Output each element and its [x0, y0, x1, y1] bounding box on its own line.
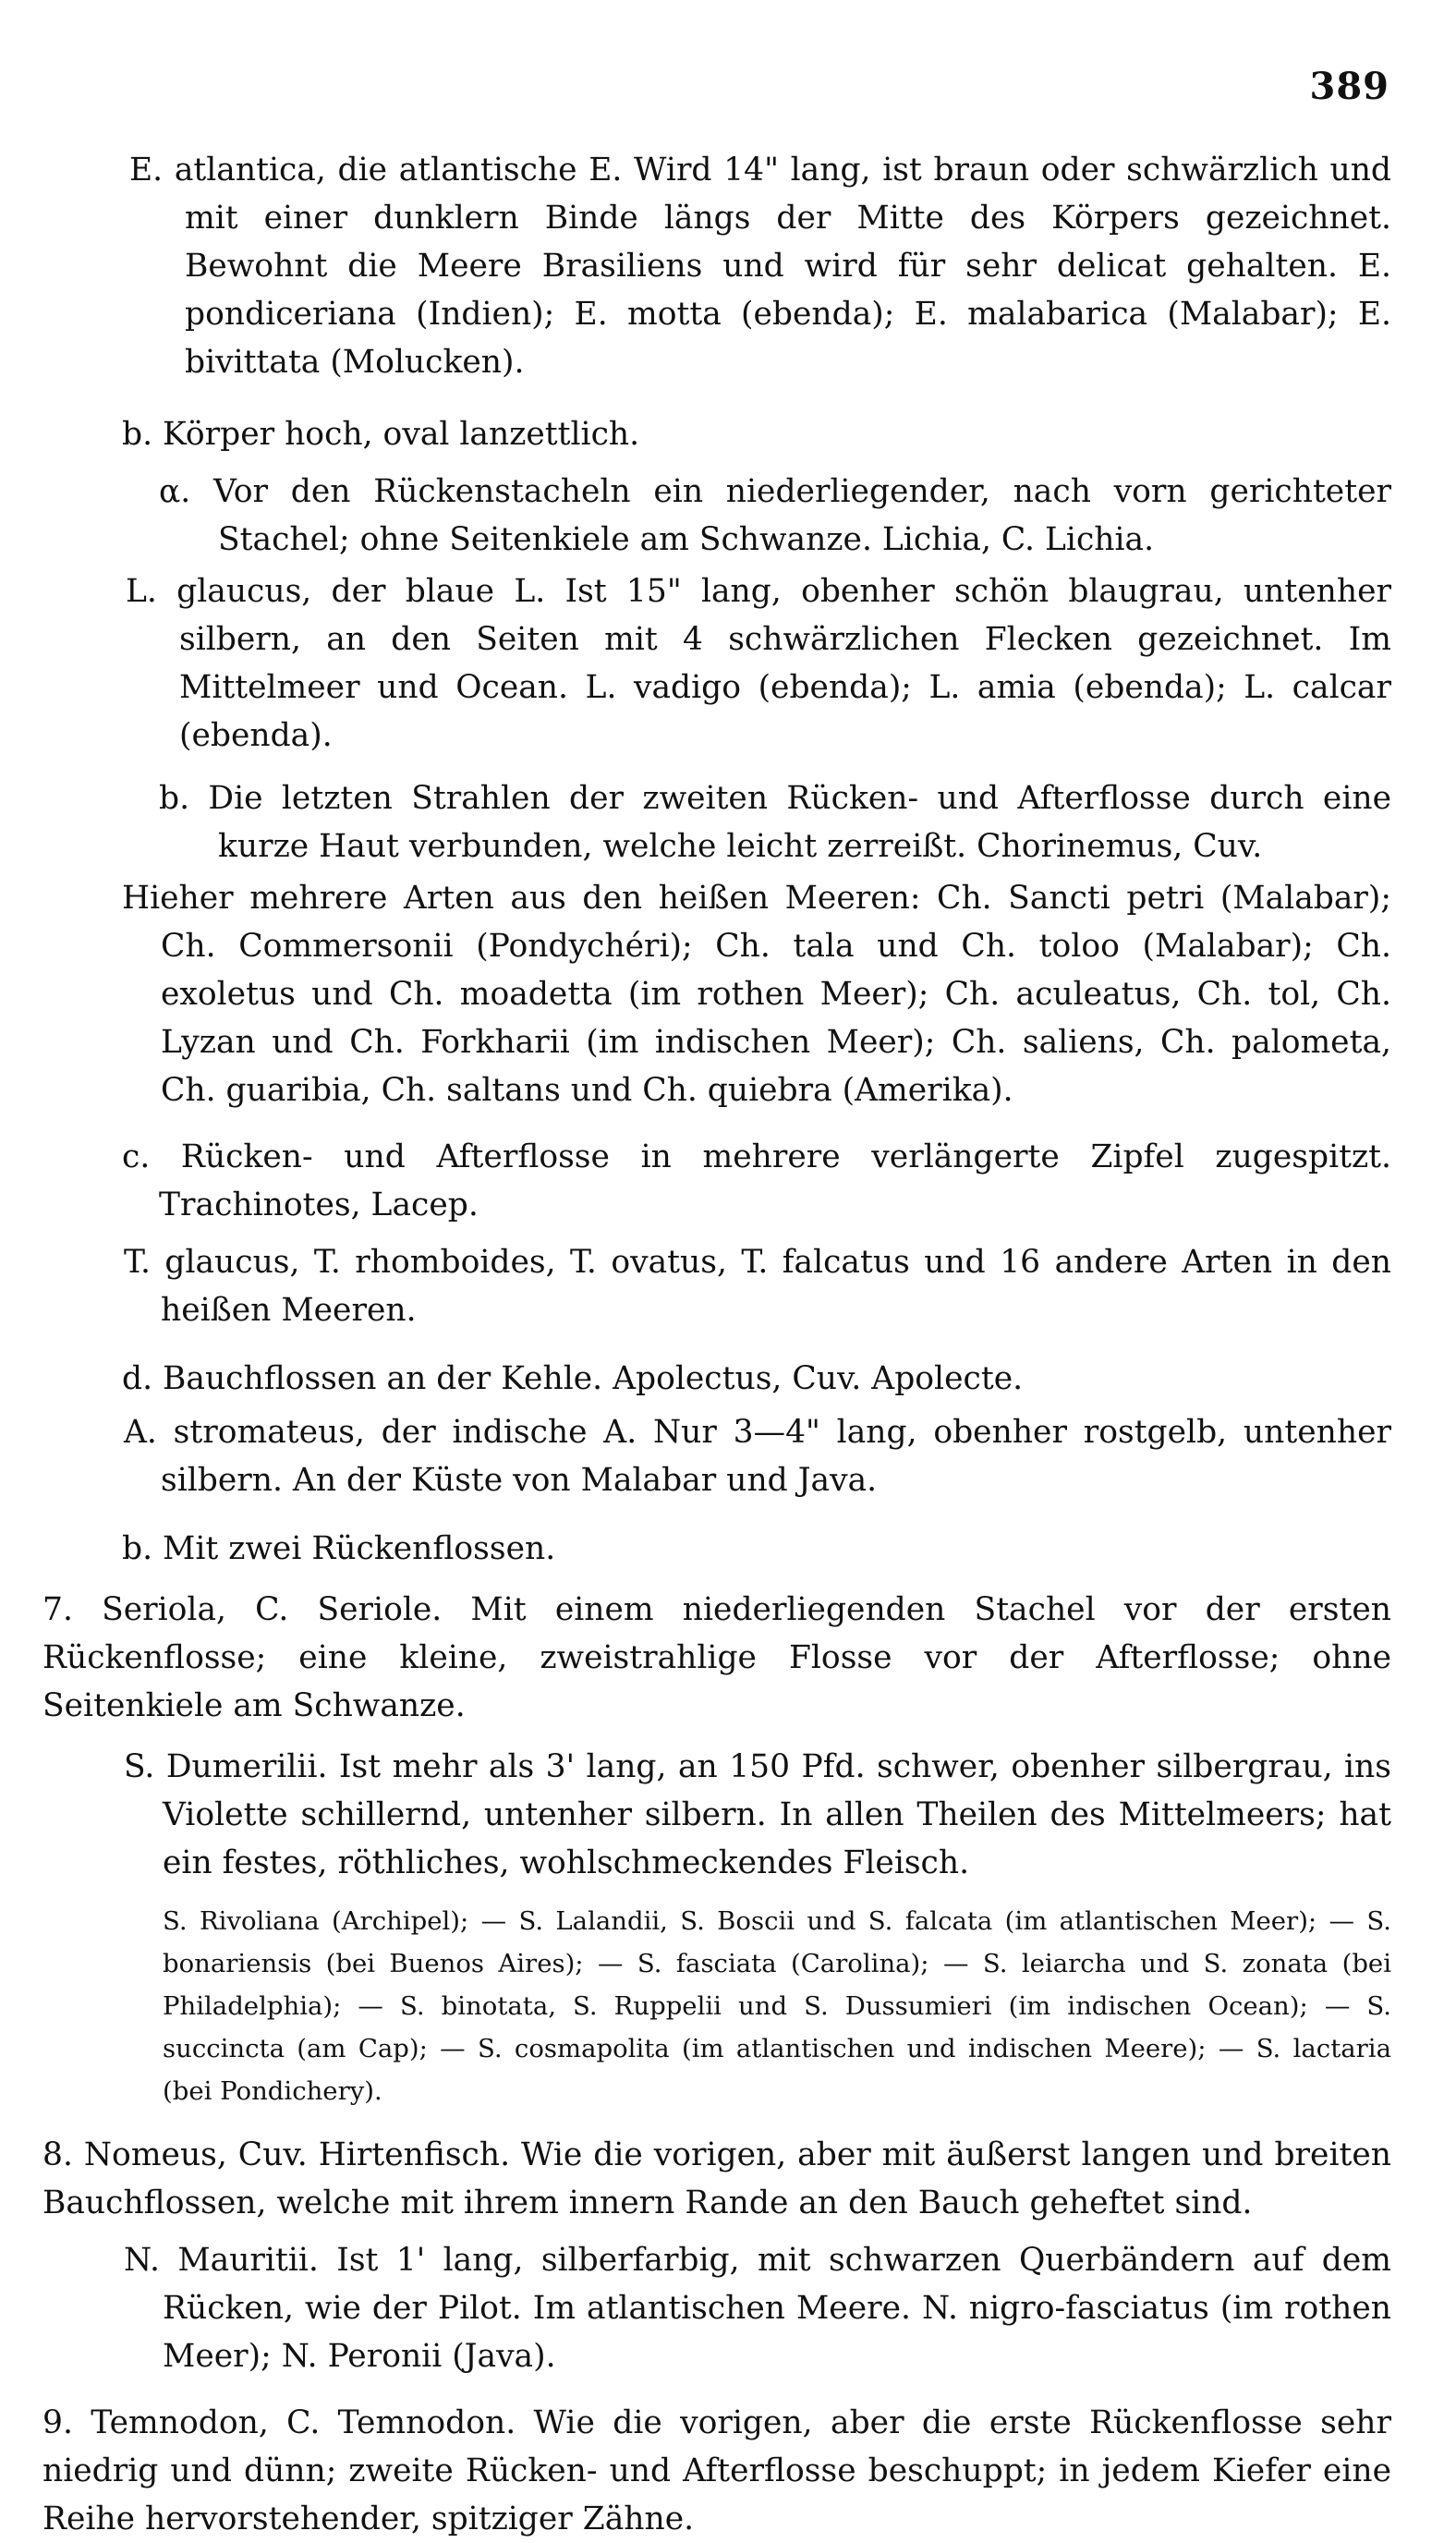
genus-7-seriola: 7. Seriola, C. Seriole. Mit einem niederliegenden Stachel vor der ersten Rückenflosse; eine kleine, zweistrahlige Flosse vor der Afterflosse; ohne Seitenkiele am Schwanze.: [42, 1591, 1391, 1724]
subgroup-b-heading: b. Körper hoch, oval lanzettlich.: [122, 416, 640, 453]
subgroup-c-trachinotes: c. Rücken- und Afterflosse in mehrere verlängerte Zipfel zugespitzt. Trachinotes, Lacep.: [122, 1138, 1391, 1223]
species-entry-euthynnus-atlantica: E. atlantica, die atlantische E. Wird 14" lang, ist braun oder schwärzlich und mit einer dunklern Binde längs der Mitte des Körpers gezeichnet. Bewohnt die Meere Brasiliens und wird für sehr delicat gehalten. E. pondiceriana (Indien); E. motta (ebenda); E. malabarica (Malabar); E. bivittata (Molucken).: [129, 152, 1391, 381]
subgroup-b-chorinemus: b. Die letzten Strahlen der zweiten Rücken- und Afterflosse durch eine kurze Haut verbunden, welche leicht zerreißt. Chorinemus, Cuv.: [159, 780, 1391, 865]
page-number: 389: [1309, 65, 1389, 108]
species-entry-lichia-glaucus: L. glaucus, der blaue L. Ist 15" lang, obenher schön blaugrau, untenher silbern, an den Seiten mit 4 schwärzlichen Flecken gezeichnet. Im Mittelmeer und Ocean. L. vadigo (ebenda); L. amia (ebenda); L. calcar (ebenda).: [126, 573, 1391, 754]
genus-8-nomeus: 8. Nomeus, Cuv. Hirtenfisch. Wie die vorigen, aber mit äußerst langen und breiten Bauchflossen, welche mit ihrem innern Rande an den Bauch geheftet sind.: [42, 2136, 1391, 2221]
species-entry-seriola-dumerilii: S. Dumerilii. Ist mehr als 3' lang, an 150 Pfd. schwer, obenher silbergrau, ins Violette schillernd, untenher silbern. In allen Theilen des Mittelmeers; hat ein festes, röthliches, wohlschmeckendes Fleisch.: [124, 1748, 1391, 1881]
subgroup-alpha-lichia: α. Vor den Rückenstacheln ein niederliegender, nach vorn gerichteter Stachel; ohne Seitenkiele am Schwanze. Lichia, C. Lichia.: [159, 473, 1391, 558]
chorinemus-species-list: Hieher mehrere Arten aus den heißen Meeren: Ch. Sancti petri (Malabar); Ch. Commersonii (Pondychéri); Ch. tala und Ch. toloo (Malabar); Ch. exoletus und Ch. moadetta (im rothen Meer); Ch. aculeatus, Ch. tol, Ch. Lyzan und Ch. Forkharii (im indischen Meer); Ch. saliens, Ch. palometa, Ch. guaribia, Ch. saltans und Ch. quiebra (Amerika).: [122, 880, 1391, 1109]
genus-9-temnodon: 9. Temnodon, C. Temnodon. Wie die vorigen, aber die erste Rückenflosse sehr niedrig und dünn; zweite Rücken- und Afterflosse beschuppt; in jedem Kiefer eine Reihe hervorstehender, spitziger Zähne.: [42, 2404, 1391, 2537]
species-entry-nomeus-mauritii: N. Mauritii. Ist 1' lang, silberfarbig, mit schwarzen Querbändern auf dem Rücken, wie der Pilot. Im atlantischen Meere. N. nigro-fasciatus (im rothen Meer); N. Peronii (Java).: [124, 2242, 1391, 2375]
seriola-species-list-small-print: S. Rivoliana (Archipel); — S. Lalandii, S. Boscii und S. falcata (im atlantischen Meer); — S. bonariensis (bei Buenos Aires); — S. fasciata (Carolina); — S. leiarcha und S. zonata (bei Philadelphia); — S. binotata, S. Ruppelii und S. Dussumieri (im indischen Ocean); — S. succincta (am Cap); — S. cosmapolita (im atlantischen und indischen Meere); — S. lactaria (bei Pondichery).: [163, 1906, 1391, 2106]
trachinotes-species-list: T. glaucus, T. rhomboides, T. ovatus, T. falcatus und 16 andere Arten in den heißen Meeren.: [124, 1244, 1391, 1329]
section-b-two-dorsal-fins: b. Mit zwei Rückenflossen.: [122, 1530, 556, 1567]
subgroup-d-apolectus: d. Bauchflossen an der Kehle. Apolectus, Cuv. Apolecte.: [122, 1360, 1024, 1397]
species-entry-apolectus-stromateus: A. stromateus, der indische A. Nur 3—4" lang, obenher rostgelb, untenher silbern. An der Küste von Malabar und Java.: [124, 1414, 1391, 1499]
page-body: [42, 146, 1391, 2543]
